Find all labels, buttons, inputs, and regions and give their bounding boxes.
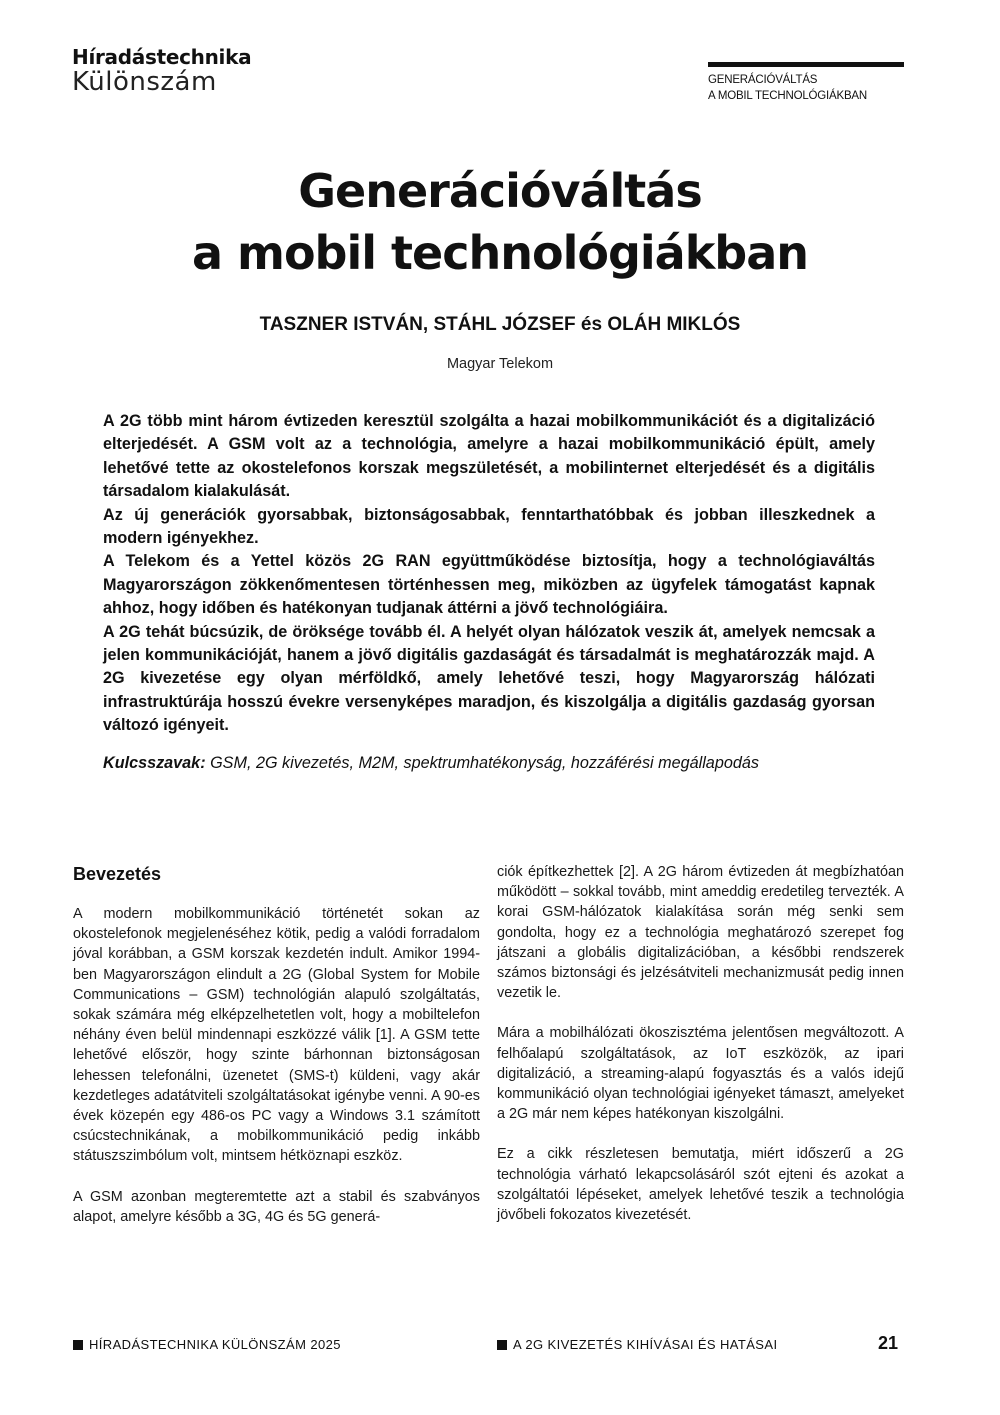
keywords — [103, 752, 875, 775]
body-column-left — [73, 862, 480, 1247]
journal-special-issue: Különszám — [72, 67, 217, 97]
square-bullet-icon — [73, 1340, 83, 1350]
abstract-paragraph-1: A 2G több mint három évtizeden keresztül szolgálta a hazai mobilkommunikációt és a digitalizáció elterjedését. A GSM volt az a technológia, amelyre a hazai mobilkommunikáció épült, amely lehetővé tette az okostelefonos korszak megszületését, a mobilinternet elterjedését és a digitális társadalom kialakulását. — [103, 412, 875, 501]
authors — [0, 314, 1000, 336]
authors-names-2: OLÁH MIKLÓS — [607, 314, 741, 335]
keywords-label: Kulcsszavak: — [103, 753, 206, 772]
journal-masthead — [72, 46, 251, 96]
article-title-line-1: Generációváltás — [298, 164, 702, 218]
running-head — [708, 62, 904, 104]
article-title-line-2: a mobil technológiákban — [191, 226, 809, 280]
affiliation: Magyar Telekom — [446, 356, 554, 372]
body-paragraph: A modern mobilkommunikáció történetét sokan az okostelefonok megjelenéséhez kötik, pedig a valódi forradalom jóval korábban, a GSM korszak kezdetén indult. Amikor 1994-ben Magyarországon elindult a 2G (Global System for Mobile Communications – GSM) technológián alapuló szolgáltatás, sokak számára még elképzelhetetlen volt, hogy a mobiltelefon néhány éven belül mindennapi eszközzé válik [1]. A GSM tette lehetővé először, hogy szinte bárhonnan biztonságosan lehessen telefonálni, üzenetet (SMS-t) küldeni, vagy akár kezdetleges adatátviteli szolgáltatásokat igénybe venni. A 90-es évek közepén egy 486-os PC vagy a Windows 3.1 számított csúcstechnikának, a mobilkommunikáció pedig inkább státuszszimbólum volt, mintsem hétköznapi eszköz. — [73, 906, 480, 1165]
authors-names-1: TASZNER ISTVÁN, STÁHL JÓZSEF — [259, 314, 576, 335]
article-title — [0, 160, 1000, 284]
footer-journal — [73, 1337, 341, 1352]
body-paragraph: Mára a mobilhálózati ökoszisztéma jelentősen megváltozott. A felhőalapú szolgáltatások, az IoT eszközök, az ipari digitalizáció, a streaming-alapú fogyasztás és a valós idejű kommunikáció olyan technológiai igényeket támaszt, amelyeket a 2G már nem képes hatékonyan kiszolgálni. — [497, 1025, 904, 1123]
square-bullet-icon — [497, 1340, 507, 1350]
abstract-paragraph-4: A 2G tehát búcsúzik, de öröksége tovább él. A helyét olyan hálózatok veszik át, amelyek nemcsak a jelen kommunikációját, hanem a jövő digitális gazdaságát és társadalmát is meghatározzák majd. A 2G kivezetése egy olyan mérföldkő, amely lehetővé teszi, hogy Magyarország hálózati infrastruktúrája hosszú évekre versenyképes maradjon, és kiszolgálja a digitális gazdaság gyorsan változó igényeit. — [103, 622, 875, 735]
running-head-line-1: GENERÁCIÓVÁLTÁS — [708, 74, 818, 86]
page-number: 21 — [878, 1333, 899, 1353]
keywords-text: GSM, 2G kivezetés, M2M, spektrumhatékonyság, hozzáférési megállapodás — [210, 753, 759, 772]
abstract-paragraph-3: A Telekom és a Yettel közös 2G RAN együttműködése biztosítja, hogy a technológiaváltás Magyarországon zökkenőmentesen történhessen meg, miközben az ügyfelek támogatást kapnak ahhoz, hogy időben és hatékonyan tudjanak áttérni a jövő technológiáira. — [103, 552, 875, 618]
section-heading: Bevezetés — [73, 864, 162, 884]
body-column-right — [497, 862, 904, 1245]
body-paragraph: Ez a cikk részletesen bemutatja, miért időszerű a 2G technológia várható lekapcsolásáról szót ejteni és azokat a szolgáltatói lépéseket, amelyek lehetővé teszik a technológia jövőbeli fokozatos kivezetését. — [497, 1146, 904, 1224]
journal-brand: Híradástechnika — [72, 45, 252, 69]
body-paragraph: A GSM azonban megteremtette azt a stabil és szabványos alapot, amelyre később a 3G, 4G és 5G generá- — [73, 1188, 480, 1225]
abstract — [103, 410, 875, 775]
running-head-line-2: A MOBIL TECHNOLÓGIÁKBAN — [708, 90, 867, 102]
footer-section-text: A 2G KIVEZETÉS KIHÍVÁSAI ÉS HATÁSAI — [513, 1337, 778, 1352]
authors-conjunction: és — [580, 314, 603, 335]
footer-section — [497, 1337, 777, 1352]
abstract-paragraph-2: Az új generációk gyorsabbak, biztonságosabbak, fenntarthatóbbak és jobban illeszkednek a modern igényekhez. — [103, 505, 875, 548]
footer-journal-text: HÍRADÁSTECHNIKA KÜLÖNSZÁM 2025 — [89, 1337, 341, 1352]
body-paragraph: ciók építkezhettek [2]. A 2G három évtizeden át megbízhatóan működött – sokkal tovább, mint ameddig eredetileg tervezték. A korai GSM-hálózatok kialakítása során még senki sem gondolta, hogy ez a technológia meghatározó szerepet fog játszani a globális digitalizációban, a későbbi rendszerek számos biztonsági és jelzésátviteli mechanizmusát pedig innen vezetik le. — [497, 864, 904, 1002]
